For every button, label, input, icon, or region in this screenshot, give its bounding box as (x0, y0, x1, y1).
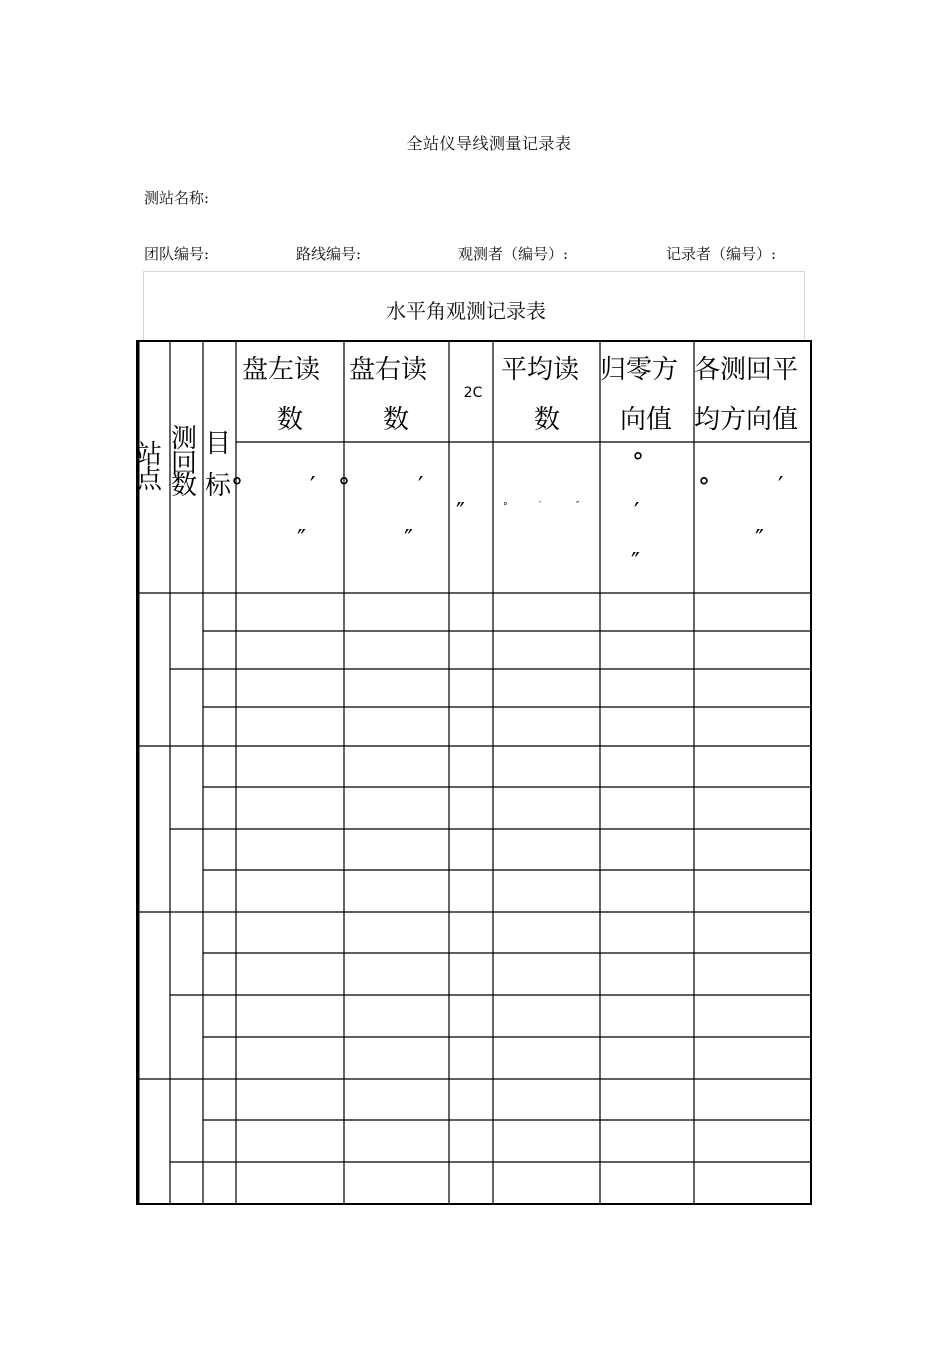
route-number-label: 路线编号: (296, 245, 362, 263)
station-group-rules (137, 593, 811, 1079)
unit-right-degree: ° (338, 473, 350, 501)
header-mean-reading-2: 数 (533, 405, 561, 435)
header-2c: 2C (463, 385, 483, 401)
unit-average-second: ″ (755, 525, 764, 553)
unit-left-second: ″ (297, 525, 306, 553)
header-left-reading-2: 数 (276, 405, 304, 435)
unit-right-minute: ′ (418, 472, 424, 500)
unit-mean-degree: ° (503, 502, 508, 512)
unit-mean-minute: ′ (539, 501, 542, 511)
unit-mean-second: ″ (576, 501, 580, 511)
header-right-reading-2: 数 (382, 405, 410, 435)
unit-2c-second: ″ (456, 498, 465, 526)
table-outer-border (137, 341, 811, 1204)
unit-left-degree: ° (231, 473, 243, 501)
header-average-direction-1: 各测回平 (694, 355, 799, 385)
header-target-2: 标 (205, 471, 232, 501)
unit-zero-degree: ° (632, 448, 644, 476)
target-rules (203, 631, 811, 1120)
team-number-label: 团队编号: (144, 245, 210, 263)
document-title: 全站仪导线测量记录表 (406, 134, 572, 153)
recorder-label: 记录者（编号）: (666, 245, 777, 263)
unit-average-minute: ′ (778, 472, 784, 500)
header-target-1: 目 (205, 429, 232, 459)
header-round-1: 测 (171, 424, 198, 454)
round-rules (170, 669, 811, 1162)
header-average-direction-2: 均方向值 (694, 405, 799, 435)
header-station-1: 站 (136, 440, 163, 470)
header-station-2: 点 (136, 465, 163, 495)
unit-average-degree: ° (698, 473, 710, 501)
column-rules (170, 341, 694, 1204)
header-right-reading-1: 盘右读 (349, 355, 428, 385)
table-caption: 水平角观测记录表 (386, 299, 546, 323)
header-zero-direction-2: 向值 (619, 405, 673, 435)
station-name-label: 测站名称: (144, 189, 210, 207)
header-round-2: 回 (171, 449, 198, 479)
header-mean-reading-1: 平均读 (501, 355, 580, 385)
header-left-reading-1: 盘左读 (242, 355, 321, 385)
unit-left-minute: ′ (310, 472, 316, 500)
observer-label: 观测者（编号）: (458, 245, 569, 263)
header-round-3: 数 (171, 471, 198, 501)
unit-zero-minute: ′ (634, 498, 640, 526)
unit-zero-second: ″ (631, 548, 640, 576)
unit-right-second: ″ (404, 525, 413, 553)
header-zero-direction-1: 归零方 (600, 355, 679, 385)
